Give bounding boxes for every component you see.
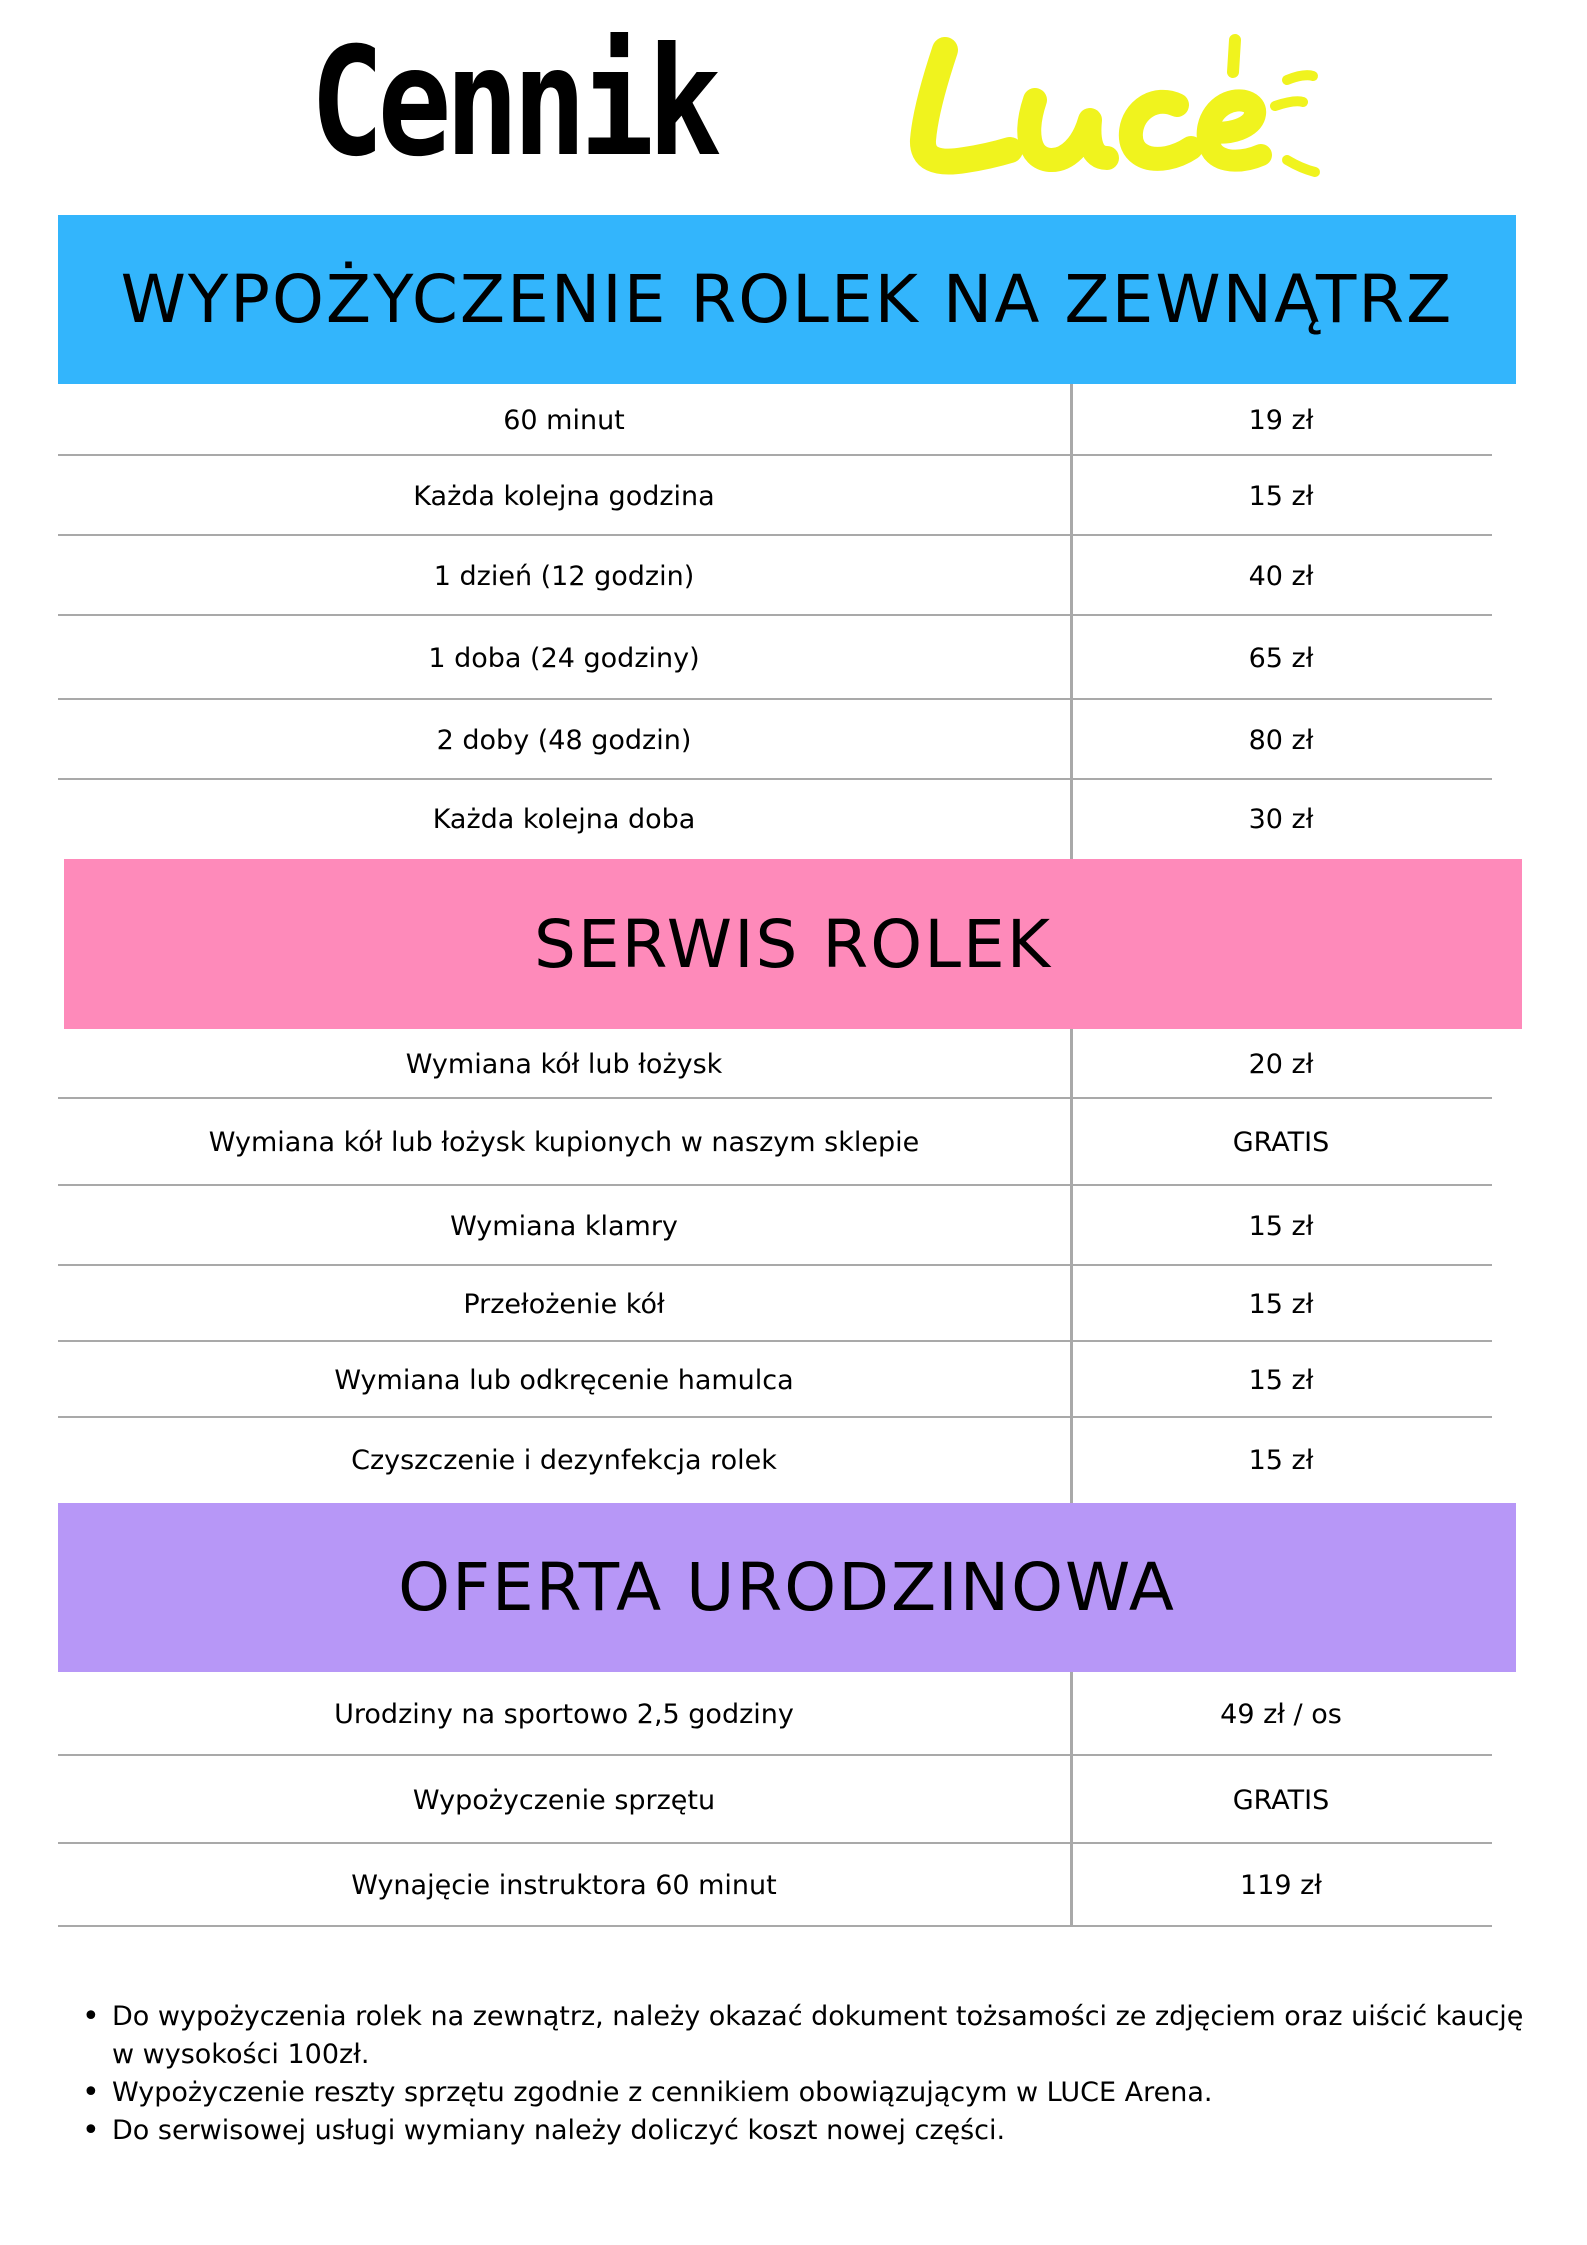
service-heading-text: SERWIS ROLEK [534, 905, 1052, 983]
logo-letter-e [1208, 100, 1261, 160]
table-row [58, 780, 1492, 859]
note-item: • Wypożyczenie reszty sprzętu zgodnie z cennikiem obowiązującym w LUCE Arena. [112, 2074, 1532, 2112]
table-row [58, 1342, 1492, 1418]
item-name: Każda kolejna godzina [413, 480, 715, 512]
item-price: 119 zł [1240, 1870, 1322, 1901]
table-row [58, 700, 1492, 780]
rental-section-heading [58, 215, 1516, 384]
item-name: Każda kolejna doba [432, 804, 696, 835]
item-price: 15 zł [1248, 480, 1314, 512]
table-row [58, 384, 1492, 456]
table-row [58, 1418, 1492, 1503]
rental-heading-text: WYPOŻYCZENIE ROLEK NA ZEWNĄTRZ [120, 261, 1454, 338]
page-title: Cennik [310, 16, 715, 190]
logo-dash [1287, 75, 1313, 80]
table-row [58, 1844, 1492, 1927]
logo-accent [1233, 40, 1235, 72]
rental-price-table [58, 384, 1492, 859]
item-price: 15 zł [1248, 1210, 1314, 1242]
item-price: 15 zł [1248, 1445, 1314, 1476]
logo-dash [1275, 101, 1303, 106]
notes-list [80, 1998, 1532, 2150]
item-name: 1 dzień (12 godzin) [433, 560, 695, 592]
service-price-table [58, 1029, 1492, 1503]
note-item: • Do serwisowej usługi wymiany należy doliczyć koszt nowej części. [112, 2112, 1532, 2150]
item-name: Wymiana kół lub łożysk [405, 1048, 723, 1080]
item-name: Wymiana kół lub łożysk kupionych w naszym sklepie [208, 1127, 920, 1158]
item-price: 40 zł [1248, 560, 1314, 592]
item-price: 15 zł [1248, 1288, 1314, 1320]
table-row [58, 1672, 1492, 1756]
logo-letter-l [923, 50, 1010, 162]
logo-text: Lucé [895, 10, 898, 11]
item-price: 20 zł [1248, 1048, 1314, 1080]
item-name: Przełożenie kół [463, 1288, 665, 1320]
luce-logo [895, 10, 1355, 190]
note-item: • Do wypożyczenia rolek na zewnątrz, należy okazać dokument tożsamości ze zdjęciem oraz uiścić kaucję w wysokości 100zł. [112, 1998, 1532, 2074]
item-name: Czyszczenie i dezynfekcja rolek [351, 1445, 777, 1476]
item-name: Wymiana klamry [450, 1210, 678, 1242]
table-row [58, 1186, 1492, 1266]
birthday-price-table [58, 1672, 1492, 1927]
logo-letter-c [1131, 102, 1191, 159]
table-row [58, 1266, 1492, 1342]
item-price: 65 zł [1248, 642, 1314, 674]
item-name: 60 minut [503, 404, 625, 436]
table-row [58, 456, 1492, 536]
item-name: Urodziny na sportowo 2,5 godziny [334, 1698, 794, 1730]
item-price: 15 zł [1248, 1364, 1314, 1396]
logo-letter-u [1029, 100, 1107, 160]
service-section-heading [64, 859, 1522, 1029]
item-price: GRATIS [1232, 1127, 1330, 1158]
item-price: 19 zł [1248, 404, 1314, 436]
item-price: 49 zł / os [1220, 1698, 1342, 1730]
table-row [58, 616, 1492, 700]
item-name: Wymiana lub odkręcenie hamulca [334, 1364, 794, 1396]
logo-dash [1287, 160, 1315, 172]
row-divider [58, 1925, 1492, 1927]
table-row [58, 1029, 1492, 1099]
item-name: Wynajęcie instruktora 60 minut [351, 1870, 777, 1901]
item-name: 1 doba (24 godziny) [428, 642, 700, 674]
birthday-section-heading [58, 1503, 1516, 1672]
item-price: 80 zł [1248, 724, 1314, 756]
table-row [58, 1099, 1492, 1186]
item-price: GRATIS [1232, 1784, 1330, 1816]
birthday-heading-text: OFERTA URODZINOWA [398, 1549, 1176, 1626]
item-name: 2 doby (48 godzin) [436, 724, 692, 756]
table-row [58, 1756, 1492, 1844]
item-price: 30 zł [1248, 804, 1314, 835]
item-name: Wypożyczenie sprzętu [412, 1784, 716, 1816]
table-row [58, 536, 1492, 616]
